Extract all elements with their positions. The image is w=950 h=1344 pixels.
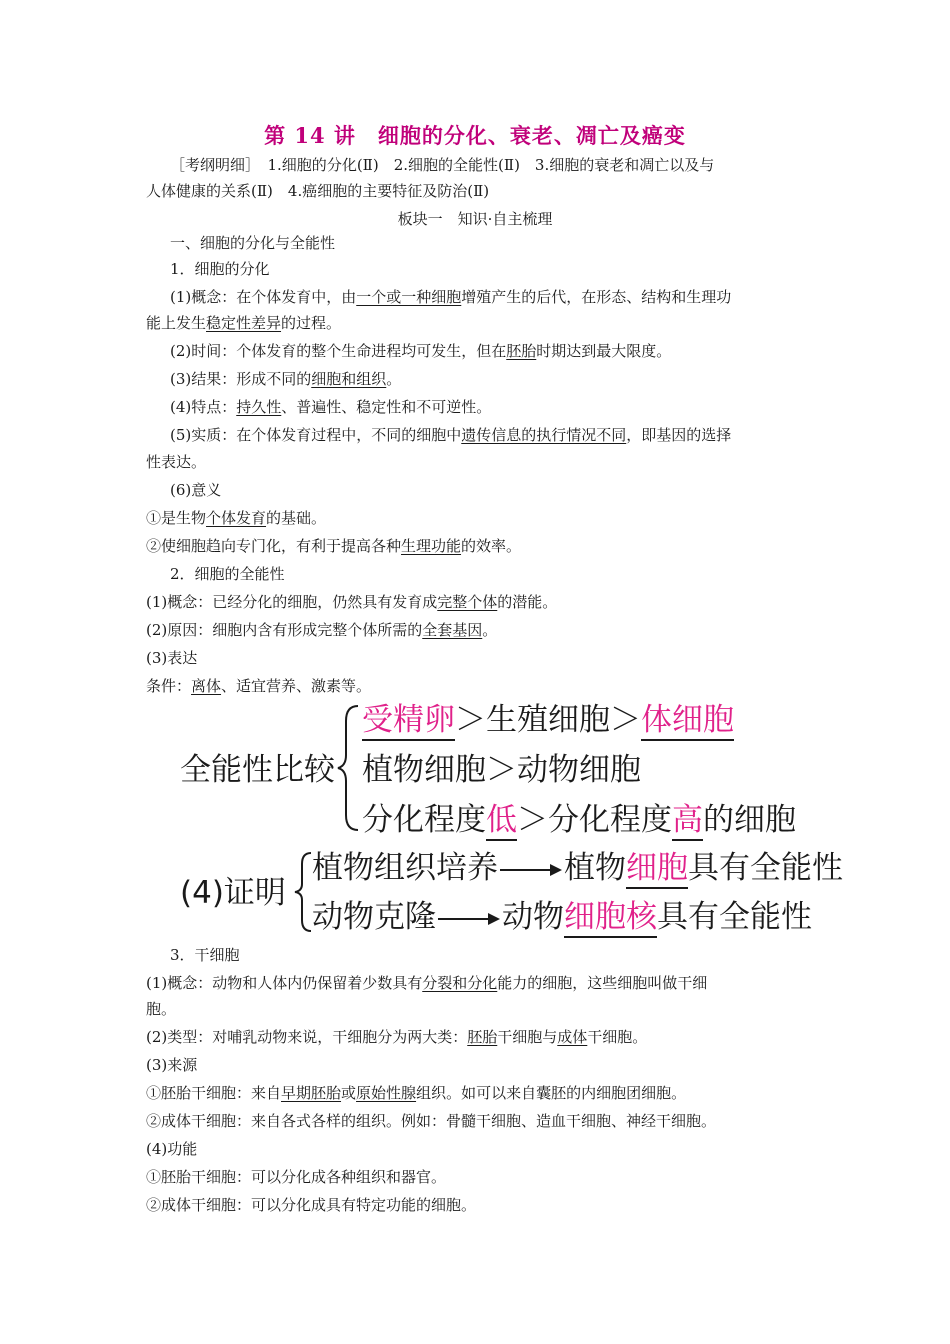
compare-row-2: 植物细胞＞动物细胞 <box>362 752 641 788</box>
paragraph-essence: (5)实质：在个体发育过程中，不同的细胞中遗传信息的执行情况不同，即基因的选择 <box>170 426 732 444</box>
subheading-totipotency: 2．细胞的全能性 <box>170 565 285 583</box>
outline-line-1: ［考纲明细］ 1.细胞的分化(Ⅱ) 2.细胞的全能性(Ⅱ) 3.细胞的衰老和凋亡以及与 <box>170 156 715 174</box>
compare-row-3: 分化程度低＞分化程度高的细胞 <box>362 800 796 840</box>
stem-function-adult: ②成体干细胞：可以分化成具有特定功能的细胞。 <box>146 1196 477 1214</box>
subheading-stem-cells: 3．干细胞 <box>170 946 240 964</box>
section-heading: 板块一 知识·自主梳理 <box>397 210 553 228</box>
proof-row-1: 植物组织培养 植物细胞具有全能性 <box>312 848 843 888</box>
paragraph-concept-cont: 能上发生稳定性差异的过程。 <box>146 314 342 332</box>
proof-brace-icon <box>292 850 314 934</box>
outline-line-2: 人体健康的关系(Ⅱ) 4.癌细胞的主要特征及防治(Ⅱ) <box>146 182 490 200</box>
stem-sources: (3)来源 <box>146 1056 198 1074</box>
stem-source-adult: ②成体干细胞：来自各式各样的组织。例如：骨髓干细胞、造血干细胞、神经干细胞。 <box>146 1112 717 1130</box>
paragraph-concept: (1)概念：在个体发育中，由一个或一种细胞增殖产生的后代，在形态、结构和生理功 <box>170 288 732 306</box>
stem-source-embryonic: ①胚胎干细胞：来自早期胚胎或原始性腺组织。如可以来自囊胚的内细胞团细胞。 <box>146 1084 687 1102</box>
stem-types: (2)类型：对哺乳动物来说，干细胞分为两大类：胚胎干细胞与成体干细胞。 <box>146 1028 648 1046</box>
paragraph-time: (2)时间：个体发育的整个生命进程均可发生，但在胚胎时期达到最大限度。 <box>170 342 672 360</box>
proof-label: (4)证明 <box>180 875 286 911</box>
proof-row-2: 动物克隆 动物细胞核具有全能性 <box>312 897 812 937</box>
compare-brace-icon <box>336 703 362 833</box>
totipotency-concept: (1)概念：已经分化的细胞，仍然具有发育成完整个体的潜能。 <box>146 593 558 611</box>
arrow-right-icon <box>436 909 502 929</box>
paragraph-result: (3)结果：形成不同的细胞和组织。 <box>170 370 402 388</box>
stem-function-embryonic: ①胚胎干细胞：可以分化成各种组织和器官。 <box>146 1168 447 1186</box>
stem-function: (4)功能 <box>146 1140 198 1158</box>
compare-label: 全能性比较 <box>180 752 335 788</box>
significance-item-2: ②使细胞趋向专门化，有利于提高各种生理功能的效率。 <box>146 537 522 555</box>
lesson-title: 第 14 讲 细胞的分化、衰老、凋亡及癌变 <box>264 123 686 148</box>
subheading-differentiation: 1．细胞的分化 <box>170 260 270 278</box>
totipotency-reason: (2)原因：细胞内含有形成完整个体所需的全套基因。 <box>146 621 498 639</box>
totipotency-expression: (3)表达 <box>146 649 198 667</box>
stem-concept: (1)概念：动物和人体内仍保留着少数具有分裂和分化能力的细胞，这些细胞叫做干细 <box>146 974 708 992</box>
totipotency-conditions: 条件：离体、适宜营养、激素等。 <box>146 677 372 695</box>
stem-concept-cont: 胞。 <box>146 1000 177 1018</box>
paragraph-essence-cont: 性表达。 <box>146 453 207 471</box>
compare-row-1: 受精卵＞生殖细胞＞体细胞 <box>362 700 734 740</box>
significance-item-1: ①是生物个体发育的基础。 <box>146 509 327 527</box>
paragraph-significance: (6)意义 <box>170 481 222 499</box>
arrow-right-icon <box>498 860 564 880</box>
paragraph-features: (4)特点：持久性、普遍性、稳定性和不可逆性。 <box>170 398 492 416</box>
subheading-differentiation-totipotency: 一、细胞的分化与全能性 <box>170 234 336 252</box>
